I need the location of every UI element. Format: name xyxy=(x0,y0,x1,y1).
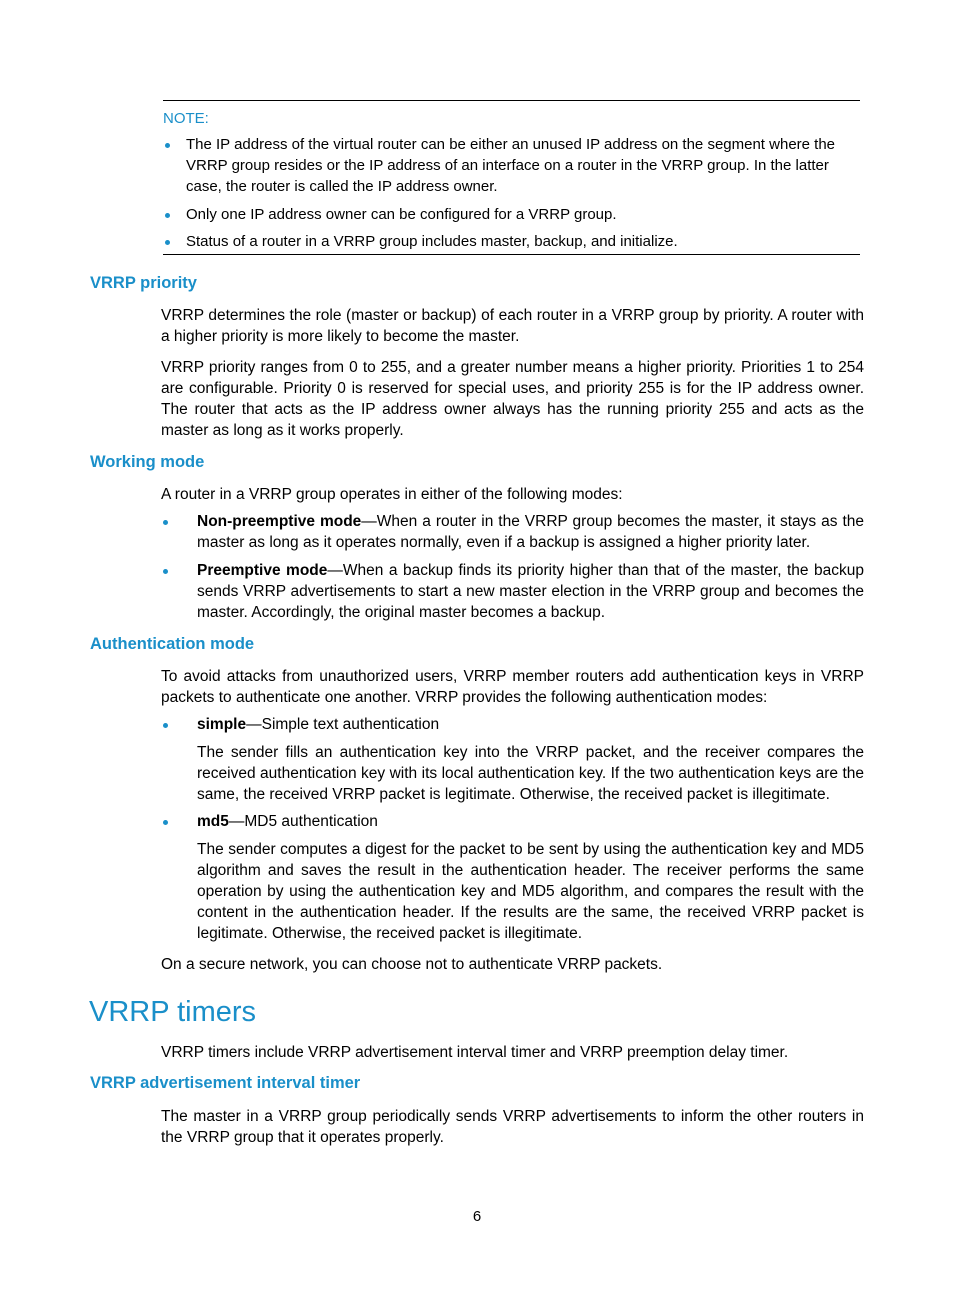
note-item-3: Status of a router in a VRRP group includes master, backup, and initialize. xyxy=(186,233,678,250)
term: simple xyxy=(197,716,247,733)
auth-outro: On a secure network, you can choose not to authenticate VRRP packets. xyxy=(161,956,663,973)
auth-intro: To avoid attacks from unauthorized users, VRRP member routers add authentication keys in VRRP packets to authenticate one another. VRRP provides the following authentication modes: xyxy=(161,668,864,706)
auth-simple-detail: The sender fills an authentication key into the VRRP packet, and the receiver compares the received authentication key with its local authentication key. If the two authentication keys are the same, the received VRRP packet is legitimate. Otherwise, the received packet is illegitimate. xyxy=(197,744,864,803)
priority-paragraph-2: VRRP priority ranges from 0 to 255, and a greater number means a higher priority. Priorities 1 to 254 are configurable. Priority 0 is reserved for special uses, and priority 255 is for the IP address owner. The router that acts as the IP address owner always has the running priority 255 and acts as the master as long as it works properly. xyxy=(161,359,864,439)
definition: —Simple text authentication xyxy=(246,716,440,733)
term: md5 xyxy=(197,813,229,830)
note-item-2: Only one IP address owner can be configured for a VRRP group. xyxy=(186,206,617,223)
bullet-icon xyxy=(163,723,168,728)
heading-authentication-mode: Authentication mode xyxy=(90,635,255,653)
bullet-icon xyxy=(163,520,168,525)
working-intro: A router in a VRRP group operates in either of the following modes: xyxy=(161,486,623,503)
note-label: NOTE: xyxy=(163,110,209,127)
working-item-2 xyxy=(197,560,864,623)
bullet-icon xyxy=(163,820,168,825)
bullet-icon xyxy=(163,569,168,574)
definition: —MD5 authentication xyxy=(228,813,378,830)
bullet-icon xyxy=(165,240,170,245)
timers-intro: VRRP timers include VRRP advertisement interval timer and VRRP preemption delay timer. xyxy=(161,1044,789,1061)
heading-vrrp-priority: VRRP priority xyxy=(90,274,197,292)
note-item-1: The IP address of the virtual router can be either an unused IP address on the segment where the VRRP group resides or the IP address of an interface on a router in the VRRP group. In the latter case, the router is called the IP address owner. xyxy=(186,136,836,195)
definition: —When a router in the VRRP group becomes the master, it stays as the master as long as it operates normally, even if a backup is assigned a higher priority later. xyxy=(197,513,864,551)
adv-timer-paragraph: The master in a VRRP group periodically sends VRRP advertisements to inform the other routers in the VRRP group that it operates properly. xyxy=(161,1108,864,1146)
term: Non-preemptive mode xyxy=(197,513,362,530)
bullet-icon xyxy=(165,143,170,148)
page-number: 6 xyxy=(472,1208,482,1225)
auth-md5-detail: The sender computes a digest for the packet to be sent by using the authentication key and MD5 algorithm and saves the result in the authentication header. The receiver performs the same operation by using the authentication key and MD5 algorithm, and compares the result with the content in the authentication header. If the results are the same, the received VRRP packet is legitimate. Otherwise, the received packet is illegitimate. xyxy=(197,841,864,942)
heading-working-mode: Working mode xyxy=(90,453,205,471)
auth-item-md5 xyxy=(197,811,864,832)
priority-paragraph-1: VRRP determines the role (master or backup) of each router in a VRRP group by priority. A router with a higher priority is more likely to become the master. xyxy=(161,307,864,345)
heading-advertisement-interval-timer: VRRP advertisement interval timer xyxy=(90,1074,361,1092)
term: Preemptive mode xyxy=(197,562,328,579)
definition: —When a backup finds its priority higher than that of the master, the backup sends VRRP advertisements to start a new master election in the VRRP group and becomes the master. Accordingly, the original master becomes a backup. xyxy=(197,562,864,621)
bullet-icon xyxy=(165,213,170,218)
auth-item-simple xyxy=(197,714,864,735)
working-item-1 xyxy=(197,511,864,553)
heading-vrrp-timers: VRRP timers xyxy=(89,996,257,1028)
